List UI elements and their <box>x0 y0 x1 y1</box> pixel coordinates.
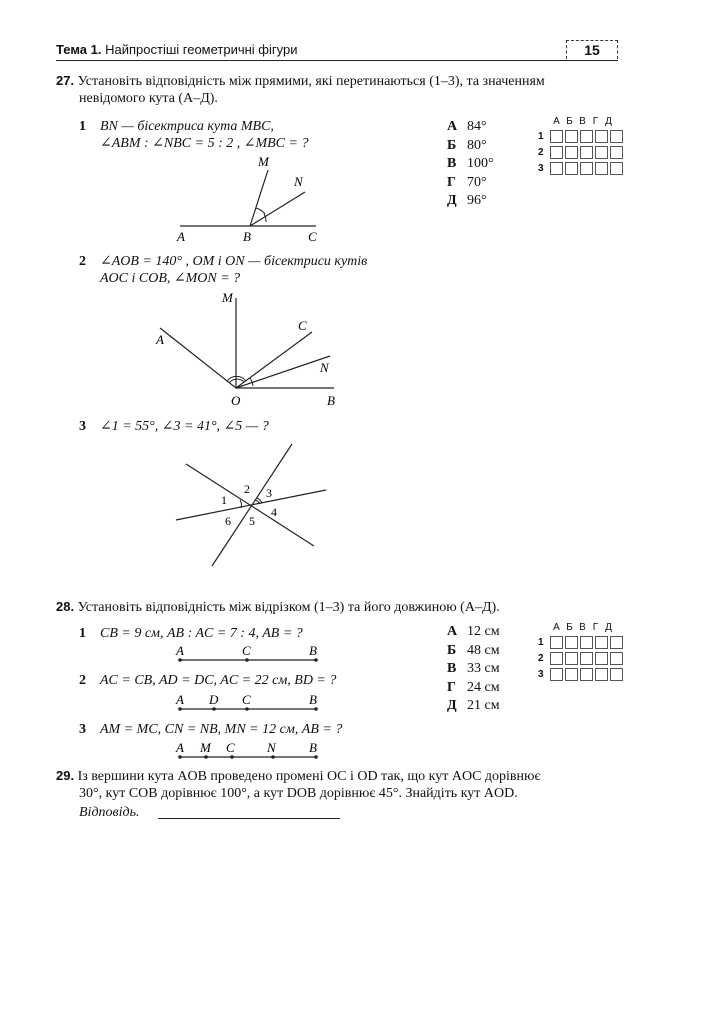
label-b: B <box>309 692 317 707</box>
label-a: A <box>176 643 184 658</box>
grid-row: 3 <box>538 160 625 176</box>
q29-line2: 30°, кут COB дорівнює 100°, а кут DOB дорівнює 45°. Знайдіть кут AOD. <box>79 786 518 801</box>
angle-label-3: 3 <box>266 486 272 500</box>
answer-option: В 33 см <box>447 661 500 676</box>
label-c: C <box>242 643 251 658</box>
q27-part2-text-a: ∠AOB = 140° , OM і ON — бісектриси кутів <box>100 254 368 269</box>
label-b: B <box>309 740 317 755</box>
answer-option: Д 96° <box>447 193 487 208</box>
topic-title: Тема 1. Найпростіші геометричні фігури <box>56 42 298 57</box>
grid-row: 2 <box>538 650 625 666</box>
label-a: A <box>176 740 184 755</box>
q27-line1: 27. Установіть відповідність між прямими, які перетинаються (1–3), та значенням <box>56 73 545 89</box>
grid-header: А Б В Г Д <box>553 116 612 127</box>
answer-option: Г 70° <box>447 174 487 190</box>
q27-part3-text: ∠1 = 55°, ∠3 = 41°, ∠5 — ? <box>100 419 269 434</box>
angle-label-6: 6 <box>225 514 231 528</box>
grid-row: 3 <box>538 666 625 682</box>
label-a: A <box>176 692 184 707</box>
q28-part2-text: AC = CB, AD = DC, AC = 22 см, BD = ? <box>100 673 337 688</box>
label-c: C <box>226 740 235 755</box>
label-c: C <box>298 318 307 333</box>
q28-part3-text: AM = MC, CN = NB, MN = 12 см, AB = ? <box>100 722 343 737</box>
q27-part2-number: 2 <box>79 254 86 269</box>
label-d: D <box>209 692 219 707</box>
q28-line1: 28. Установіть відповідність між відрізком (1–3) та його довжиною (А–Д). <box>56 599 500 615</box>
answer-option: А 12 см <box>447 624 500 639</box>
grid-header: А Б В Г Д <box>553 622 612 633</box>
answer-option: Д 21 см <box>447 698 500 713</box>
q29-answer-field[interactable] <box>158 818 340 819</box>
grid-row: 2 <box>538 144 625 160</box>
q27-part1-number: 1 <box>79 119 86 134</box>
q29-answer-label: Відповідь. <box>79 805 140 820</box>
q28-part2-number: 2 <box>79 673 86 688</box>
label-a: A <box>156 332 164 347</box>
q28-part1-text: CB = 9 см, AB : AC = 7 : 4, AB = ? <box>100 626 303 641</box>
label-b: B <box>243 229 251 244</box>
label-m: M <box>222 290 233 305</box>
q28-part3-number: 3 <box>79 722 86 737</box>
angle-label-4: 4 <box>271 505 277 519</box>
point-b <box>314 755 318 759</box>
label-b: B <box>309 643 317 658</box>
label-a: A <box>177 229 185 244</box>
q27-part2-text-b: AOC і COB, ∠MON = ? <box>100 271 241 286</box>
answer-option: Б 48 см <box>447 642 500 658</box>
q27-part1-text-b: ∠ABM : ∠NBC = 5 : 2 , ∠MBC = ? <box>100 136 309 151</box>
label-n: N <box>294 174 303 189</box>
angle-label-5: 5 <box>249 514 255 528</box>
label-m: M <box>200 740 211 755</box>
q27-part1-text-a: BN — бісектриса кута MBC, <box>100 119 274 134</box>
q29-line1: 29. Із вершини кута AOB проведено промені OC і OD так, що кут AOC дорівнює <box>56 768 541 784</box>
label-n: N <box>320 360 329 375</box>
label-c: C <box>308 229 317 244</box>
label-c: C <box>242 692 251 707</box>
label-n: N <box>267 740 276 755</box>
answer-option: Б 80° <box>447 137 487 153</box>
q27-line2: невідомого кута (А–Д). <box>79 91 218 106</box>
answer-option: Г 24 см <box>447 679 500 695</box>
q27-part3-number: 3 <box>79 419 86 434</box>
angle-label-1: 1 <box>221 493 227 507</box>
page-number: 15 <box>566 40 618 59</box>
point-n <box>271 755 275 759</box>
angle-label-2: 2 <box>244 482 250 496</box>
answer-option: А 84° <box>447 119 487 134</box>
label-m: M <box>258 154 269 169</box>
label-b: B <box>327 393 335 408</box>
answer-option: В 100° <box>447 156 494 171</box>
label-o: O <box>231 393 241 408</box>
grid-row: 1 <box>538 634 625 650</box>
point-m <box>204 755 208 759</box>
q28-part1-number: 1 <box>79 626 86 641</box>
grid-row: 1 <box>538 128 625 144</box>
point-a <box>178 755 182 759</box>
point-c <box>230 755 234 759</box>
